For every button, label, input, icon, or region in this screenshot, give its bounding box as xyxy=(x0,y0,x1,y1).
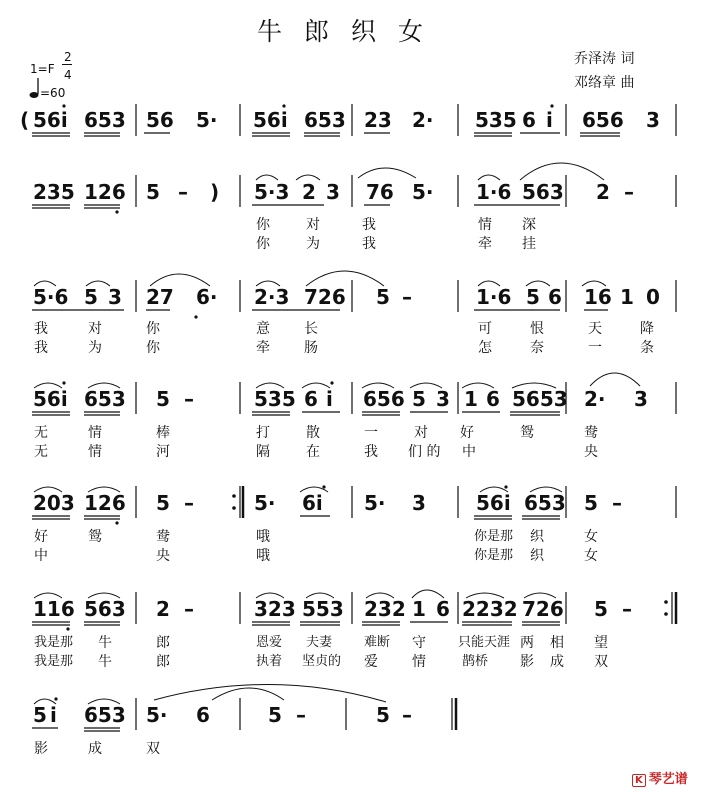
lyric: 相 xyxy=(550,635,564,651)
note-group: 653 xyxy=(304,108,346,132)
note-group: 3 xyxy=(634,387,648,411)
lyric: 双 xyxy=(146,741,160,757)
note-group: 2· xyxy=(584,387,606,411)
lyric: 牵 xyxy=(478,236,492,252)
lyric: 哦 xyxy=(256,548,270,564)
note-group: – xyxy=(178,180,188,204)
note-group: 5·6 xyxy=(33,285,69,309)
lyric: 为 xyxy=(306,236,320,252)
note-group: 5 xyxy=(33,703,47,727)
lyric: 鸳 xyxy=(520,425,534,441)
note-group: 0 xyxy=(646,285,660,309)
note-group: – xyxy=(184,387,194,411)
lyric: 怎 xyxy=(478,340,492,356)
note-group: 656 xyxy=(582,108,624,132)
lyric: 郎 xyxy=(156,654,170,670)
note-group: 5 xyxy=(584,491,598,515)
note-group: 6 xyxy=(436,597,450,621)
note-group: – xyxy=(184,597,194,621)
note-group: 653 xyxy=(84,387,126,411)
note-group: 1 xyxy=(464,387,478,411)
lyric: 央 xyxy=(584,444,598,460)
composer-credit: 邓络章 曲 xyxy=(574,75,635,91)
page-title: 牛郎织女 xyxy=(256,17,445,46)
note-group: 235 xyxy=(33,180,75,204)
note-group: 5· xyxy=(364,491,386,515)
note-group: – xyxy=(402,703,412,727)
lyric: 肠 xyxy=(304,340,318,356)
note-group: 2 xyxy=(302,180,316,204)
note-group: 535 xyxy=(475,108,517,132)
note-group: 6 xyxy=(522,108,536,132)
lyric: 守 xyxy=(412,635,426,651)
note-group: 6i xyxy=(302,491,323,515)
lyric: 牵 xyxy=(256,340,270,356)
lyric: 深 xyxy=(522,217,536,233)
note-group: 5 xyxy=(376,703,390,727)
lyric: 河 xyxy=(156,444,170,460)
note-group: 726 xyxy=(522,597,564,621)
note-group: 6 xyxy=(304,387,318,411)
note-group: 535 xyxy=(254,387,296,411)
lyric: 你是那 xyxy=(474,529,514,544)
lyric: 郎 xyxy=(156,635,170,651)
note-group: i xyxy=(50,703,57,727)
lyric: 坚贞的 xyxy=(302,654,342,669)
note-group: 1 xyxy=(620,285,634,309)
lyric: 散 xyxy=(306,425,320,441)
lyric: 执着 xyxy=(256,654,283,669)
lyric: 影 xyxy=(520,654,534,670)
note-group: 323 xyxy=(254,597,296,621)
lyric: 挂 xyxy=(522,236,536,252)
lyric: 你 xyxy=(146,340,160,356)
note-group: 5·3 xyxy=(254,180,290,204)
note-group: 5653 xyxy=(512,387,568,411)
note-group: 56 xyxy=(146,108,174,132)
lyricist-credit: 乔泽涛 词 xyxy=(574,51,635,67)
lyric: 你 xyxy=(256,236,270,252)
note-group: – xyxy=(402,285,412,309)
note-group: 653 xyxy=(84,703,126,727)
lyric: 恨 xyxy=(530,321,544,337)
note-group: 563 xyxy=(84,597,126,621)
note-group: 6 xyxy=(196,703,210,727)
lyric: 我 xyxy=(362,217,376,233)
note-group: 553 xyxy=(302,597,344,621)
lyric: 我 xyxy=(34,321,48,337)
watermark xyxy=(632,768,688,787)
note-group: 2232 xyxy=(462,597,518,621)
note-group: i xyxy=(546,108,553,132)
lyric: 央 xyxy=(156,548,170,564)
lyric: 中 xyxy=(34,548,48,564)
note-group: – xyxy=(184,491,194,515)
lyric: 你是那 xyxy=(474,548,514,563)
lyric: 无 xyxy=(34,425,48,441)
note-group: 5 xyxy=(156,491,170,515)
lyric: 奈 xyxy=(530,340,544,356)
lyric: 我 xyxy=(362,236,376,252)
lyric: 我是那 xyxy=(34,654,74,669)
lyric: 爱 xyxy=(364,654,378,670)
lyric: 成 xyxy=(88,741,102,757)
lyric: 成 xyxy=(550,654,564,670)
note-group: 726 xyxy=(304,285,346,309)
lyric: 我是那 xyxy=(34,635,74,650)
note-group: 56i xyxy=(253,108,288,132)
lyric: 可 xyxy=(478,321,492,337)
lyric: 条 xyxy=(640,340,654,356)
lyric: 你 xyxy=(256,217,270,233)
lyric: 情 xyxy=(478,217,492,233)
lyric: 长 xyxy=(304,321,318,337)
tempo-mark: =60 xyxy=(40,86,66,100)
note-group: 1·6 xyxy=(476,285,512,309)
note-group: 27 xyxy=(146,285,174,309)
note-group: 5 xyxy=(594,597,608,621)
lyric: 情 xyxy=(412,654,426,670)
note-group: 653 xyxy=(524,491,566,515)
note-group: 126 xyxy=(84,491,126,515)
note-group: 76 xyxy=(366,180,394,204)
lyric: 棒 xyxy=(156,425,170,441)
lyric: 无 xyxy=(34,444,48,460)
note-group: 656 xyxy=(363,387,405,411)
lyric: 鸯 xyxy=(156,529,170,545)
lyric: 对 xyxy=(414,425,428,441)
note-group: 3 xyxy=(646,108,660,132)
lyric: 织 xyxy=(530,548,544,564)
note-group: 653 xyxy=(84,108,126,132)
lyric: 一 xyxy=(588,340,602,356)
note-group: 5 xyxy=(412,387,426,411)
lyric: 打 xyxy=(256,425,270,441)
lyric: 影 xyxy=(34,741,48,757)
lyric: 只能天涯 xyxy=(458,635,511,650)
note-group: 5 xyxy=(84,285,98,309)
note-group: 6 xyxy=(486,387,500,411)
lyric: 鸯 xyxy=(584,425,598,441)
lyric: 对 xyxy=(306,217,320,233)
note-group: 23 xyxy=(364,108,392,132)
time-signature-top: 2 xyxy=(64,50,72,64)
note-group: 203 xyxy=(33,491,75,515)
note-group: 5· xyxy=(146,703,168,727)
note-group: 3 xyxy=(412,491,426,515)
lyric: 情 xyxy=(88,425,102,441)
lyric: 两 xyxy=(520,635,534,651)
paren-close: ) xyxy=(210,180,220,204)
note-group: 5 xyxy=(376,285,390,309)
lyric: 鸳 xyxy=(88,529,102,545)
paren-open: ( xyxy=(20,108,30,132)
note-group: 563 xyxy=(522,180,564,204)
note-group: 5 xyxy=(268,703,282,727)
note-group: 6 xyxy=(548,285,562,309)
note-group: 3 xyxy=(326,180,340,204)
note-group: – xyxy=(624,180,634,204)
lyric: 中 xyxy=(462,444,476,460)
lyric: 鹊桥 xyxy=(462,654,489,669)
note-group: 56i xyxy=(33,387,68,411)
key-signature: 1=F xyxy=(30,62,55,76)
note-group: 1 xyxy=(412,597,426,621)
lyric: 难断 xyxy=(364,635,391,650)
note-group: 5 xyxy=(156,387,170,411)
lyric: 意 xyxy=(256,321,270,337)
lyric: 降 xyxy=(640,321,654,337)
lyric: 望 xyxy=(594,635,608,651)
lyric: 哦 xyxy=(256,529,270,545)
lyric: 情 xyxy=(88,444,102,460)
note-group: 126 xyxy=(84,180,126,204)
lyric: 织 xyxy=(530,529,544,545)
note-group: – xyxy=(612,491,622,515)
lyric: 女 xyxy=(584,548,598,564)
note-group: 2·3 xyxy=(254,285,290,309)
lyric: 在 xyxy=(306,444,320,460)
lyric: 我 xyxy=(364,444,378,460)
lyric: 你 xyxy=(146,321,160,337)
note-group: – xyxy=(622,597,632,621)
note-group: 2 xyxy=(156,597,170,621)
note-group: 16 xyxy=(584,285,612,309)
lyric: 好 xyxy=(460,425,474,441)
lyric: 好 xyxy=(34,529,48,545)
lyric: 天 xyxy=(588,321,602,337)
note-group: 2 xyxy=(596,180,610,204)
note-group: 6· xyxy=(196,285,218,309)
lyric: 双 xyxy=(594,654,608,670)
note-group: 3 xyxy=(436,387,450,411)
lyric: 们 的 xyxy=(408,444,441,460)
lyric: 牛 xyxy=(98,654,112,670)
note-group: 56i xyxy=(476,491,511,515)
logo-icon: K xyxy=(632,774,646,787)
lyric: 一 xyxy=(364,425,378,441)
lyric: 女 xyxy=(584,529,598,545)
note-group: 2· xyxy=(412,108,434,132)
note-group: 5· xyxy=(412,180,434,204)
note-group: i xyxy=(326,387,333,411)
note-group: 1·6 xyxy=(476,180,512,204)
lyric: 为 xyxy=(88,340,102,356)
lyric: 我 xyxy=(34,340,48,356)
note-group: – xyxy=(296,703,306,727)
note-group: 232 xyxy=(364,597,406,621)
lyric: 夫妻 xyxy=(306,635,333,650)
time-signature-bottom: 4 xyxy=(64,68,72,82)
note-group: 116 xyxy=(33,597,75,621)
lyric: 牛 xyxy=(98,635,112,651)
lyric: 恩爱 xyxy=(256,635,283,650)
watermark-text: 琴艺谱 xyxy=(648,772,688,787)
note-group: 5 xyxy=(526,285,540,309)
note-group: 5 xyxy=(146,180,160,204)
note-group: 3 xyxy=(108,285,122,309)
note-group: 5· xyxy=(254,491,276,515)
note-group: 56i xyxy=(33,108,68,132)
lyric: 对 xyxy=(88,321,102,337)
lyric: 隔 xyxy=(256,444,270,460)
note-group: 5· xyxy=(196,108,218,132)
